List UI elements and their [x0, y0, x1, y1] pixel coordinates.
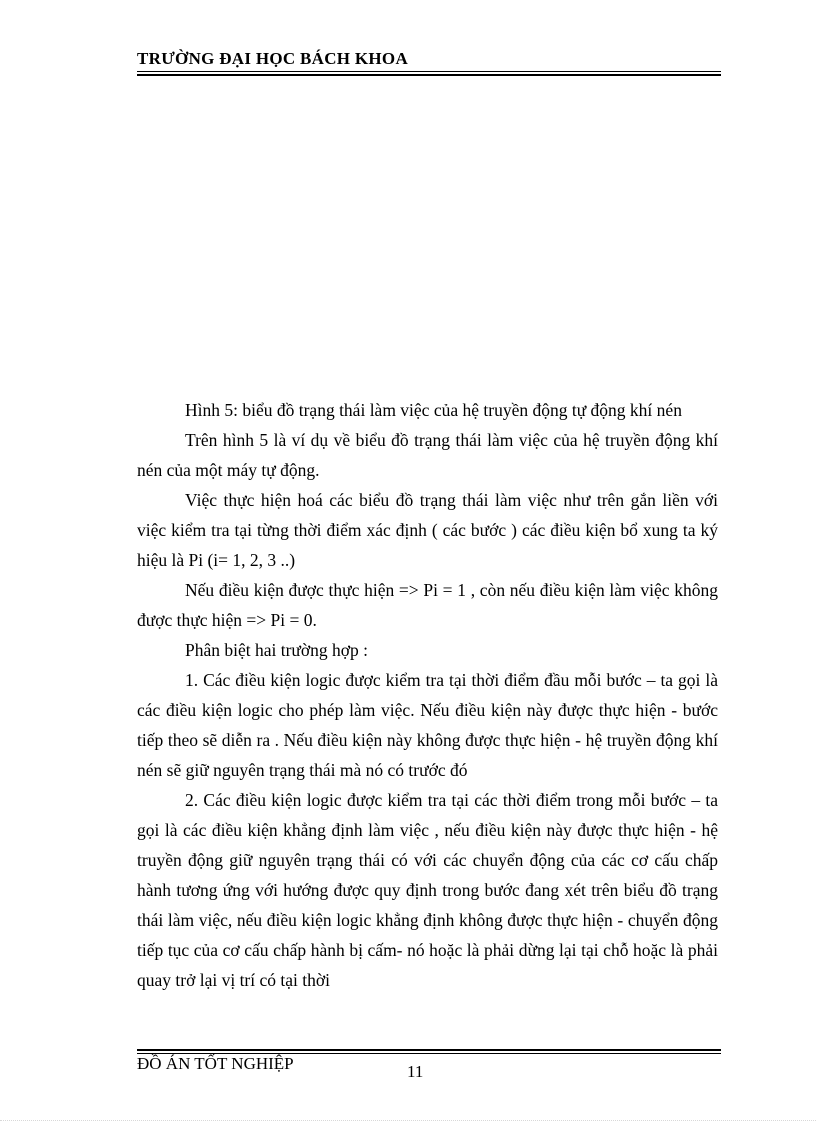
- header-rule-thick: [137, 74, 721, 76]
- paragraph: Trên hình 5 là ví dụ về biểu đồ trạng thái làm việc của hệ truyền động khí nén của một máy tự động.: [137, 430, 718, 480]
- header-title: TRƯỜNG ĐẠI HỌC BÁCH KHOA: [137, 49, 409, 68]
- footer-rule-thick: [137, 1049, 721, 1051]
- header-rule-thin: [137, 71, 721, 72]
- figure-caption: Hình 5: biểu đồ trạng thái làm việc của hệ truyền động tự động khí nén: [185, 400, 682, 420]
- paragraph: Phân biệt hai trường hợp :: [185, 640, 369, 660]
- paragraph: 2. Các điều kiện logic được kiểm tra tại các thời điểm trong mỗi bước – ta gọi là các điều kiện khẳng định làm việc , nếu điều kiện này được thực hiện - hệ truyền động giữ nguyên trạng thái có với các chuyển động của các cơ cấu chấp hành tương ứng với hướng được quy định trong bước đang xét trên biểu đồ trạng thái làm việc, nếu điều kiện logic khẳng định không được thực hiện - chuyển động tiếp tục của cơ cấu chấp hành bị cấm- nó hoặc là phải dừng lại tại chỗ hoặc là phải quay trở lại vị trí có tại thời: [137, 790, 718, 990]
- paragraph: Nếu điều kiện được thực hiện => Pi = 1 , còn nếu điều kiện làm việc không được thực hiện => Pi = 0.: [137, 580, 718, 630]
- footer-title: ĐỒ ÁN TỐT NGHIỆP: [137, 1054, 294, 1073]
- paragraph: Việc thực hiện hoá các biểu đồ trạng thái làm việc như trên gắn liền với việc kiểm tra tại từng thời điểm xác định ( các bước ) các điều kiện bổ xung ta ký hiệu là Pi (i= 1, 2, 3 ..): [137, 490, 718, 570]
- page-number: 11: [407, 1062, 424, 1081]
- paragraph: 1. Các điều kiện logic được kiểm tra tại thời điểm đầu mỗi bước – ta gọi là các điều kiện logic cho phép làm việc. Nếu điều kiện này được thực hiện - bước tiếp theo sẽ diễn ra . Nếu điều kiện này không được thực hiện - hệ truyền động khí nén sẽ giữ nguyên trạng thái mà nó có trước đó: [137, 670, 718, 780]
- page-edge-divider: [0, 1120, 816, 1121]
- body-text: [137, 395, 718, 995]
